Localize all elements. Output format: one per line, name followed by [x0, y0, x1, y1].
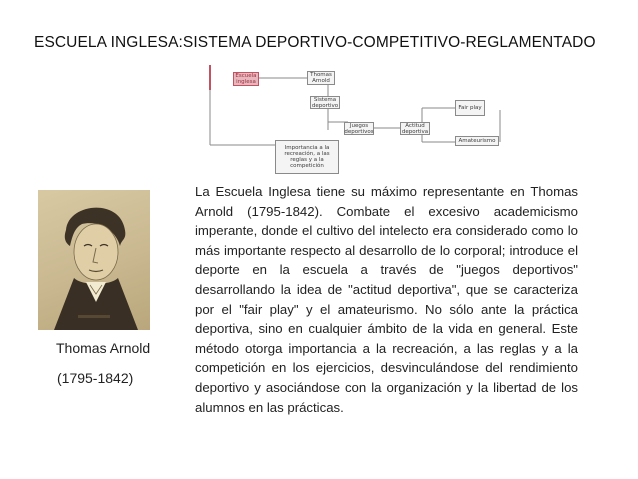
node-sistema-deportivo: Sistema deportivo: [311, 96, 339, 109]
slide-title: ESCUELA INGLESA:SISTEMA DEPORTIVO-COMPETITIVO-REGLAMENTADO: [34, 34, 596, 51]
node-actitud-deportiva: Actitud deportiva: [401, 122, 429, 135]
node-juegos-deportivos: Juegos deportivos: [344, 122, 374, 135]
node-escuela-inglesa: Escuela inglesa: [233, 72, 259, 86]
concept-diagram: [200, 60, 530, 180]
portrait-caption-strip: [78, 315, 110, 318]
thomas-arnold-portrait: [38, 190, 150, 330]
portrait-drawing: [38, 190, 150, 330]
node-importancia: Importancia a la recreación, a las reglas y a la competición: [275, 140, 339, 174]
node-amateurismo: Amateurismo: [455, 136, 499, 146]
portrait-years: (1795-1842): [57, 370, 134, 386]
node-fair-play: Fair play: [455, 100, 485, 116]
portrait-name: Thomas Arnold: [56, 340, 151, 356]
node-thomas-arnold: Thomas Arnold: [307, 71, 335, 85]
body-paragraph: La Escuela Inglesa tiene su máximo representante en Thomas Arnold (1795-1842). Combate el excesivo academicismo imperante, donde el cultivo del intelecto era considerado como lo más importante respecto al desarrollo de lo corporal; introduce el deporte en la escuela a través de "juegos deportivos" desarrollando la idea de "actitud deportiva", que se caracteriza por el "fair play" y el amateurismo. No sólo ante la práctica deportiva, sino en cualquier ámbito de la vida en general. Este método otorga importancia a la recreación, a las reglas y a la competición en los ejercicios, desvinculándose del rendimiento deportivo y asociándose con la organización y la libertad de los alumnos en las prácticas.: [195, 184, 578, 415]
